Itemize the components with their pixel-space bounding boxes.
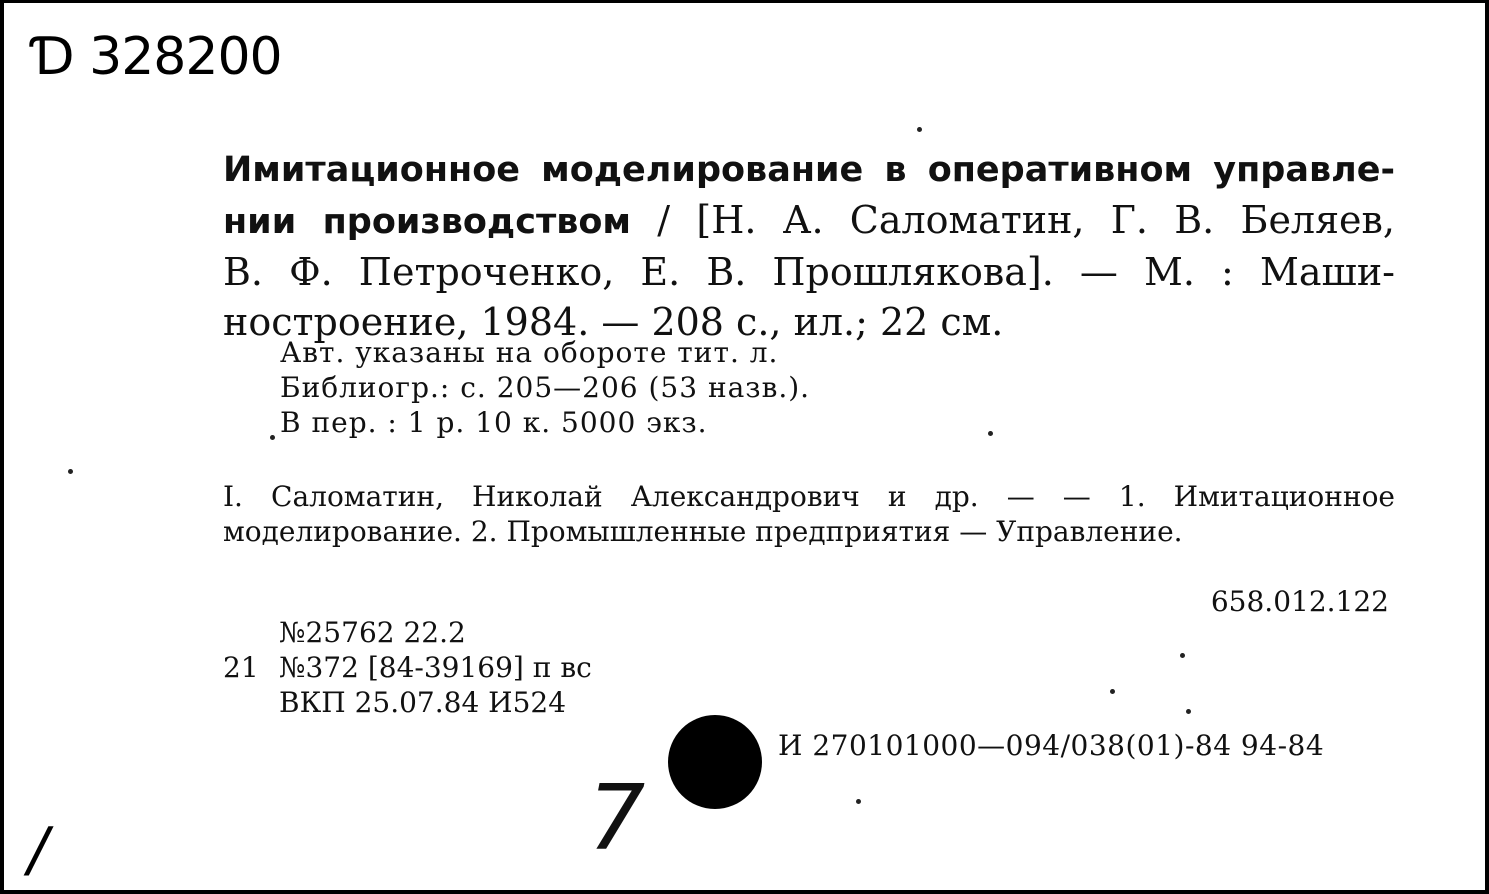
title-block (223, 143, 1395, 347)
technical-block (223, 615, 592, 720)
call-number: Ɗ 328200 (32, 27, 282, 87)
note-bibliography: Библиогр.: с. 205—206 (53 назв.). (280, 371, 811, 404)
tech-row-1: №25762 22.2 (279, 616, 466, 649)
udc-code: 658.012.122 (1210, 585, 1389, 618)
speck (988, 431, 993, 436)
tech-row-2: 21 №372 [84-39169] п вс (223, 651, 592, 684)
tracing-line-1: I. Саломатин, Николай Александрович и др. — — 1. Имитационное (223, 480, 1395, 513)
punch-hole (668, 715, 762, 809)
title-line-2: нии производством / [Н. А. Саломатин, Г. В. Беляев, (223, 198, 1396, 242)
title-line-4: ностроение, 1984. — 208 с., ил.; 22 см. (223, 300, 1004, 344)
tracings-block (223, 479, 1395, 549)
speck (917, 127, 922, 132)
corner-mark: / (28, 815, 49, 885)
note-authors: Авт. указаны на обороте тит. л. (280, 336, 779, 369)
tech-number: 21 (223, 651, 259, 684)
tracing-line-2: моделирование. 2. Промышленные предприятия — Управление. (223, 515, 1183, 548)
tech-row-3: ВКП 25.07.84 И524 (279, 686, 567, 719)
title-line-3: В. Ф. Петроченко, Е. В. Прошлякова]. — М. : Маши- (223, 250, 1395, 294)
notes-block (280, 335, 810, 440)
isbn-code: И 270101000—094/038(01)-84 94-84 (778, 729, 1325, 762)
speck (68, 469, 73, 474)
title-line-1: Имитационное моделирование в оперативном управле- (223, 150, 1395, 190)
speck (1186, 709, 1191, 714)
note-price: В пер. : 1 р. 10 к. 5000 экз. (280, 406, 708, 439)
speck (1180, 653, 1185, 658)
speck (1110, 689, 1115, 694)
svg-text:7: 7 (588, 766, 646, 871)
speck (270, 435, 275, 440)
handwritten-digit (584, 761, 646, 871)
speck (856, 799, 861, 804)
